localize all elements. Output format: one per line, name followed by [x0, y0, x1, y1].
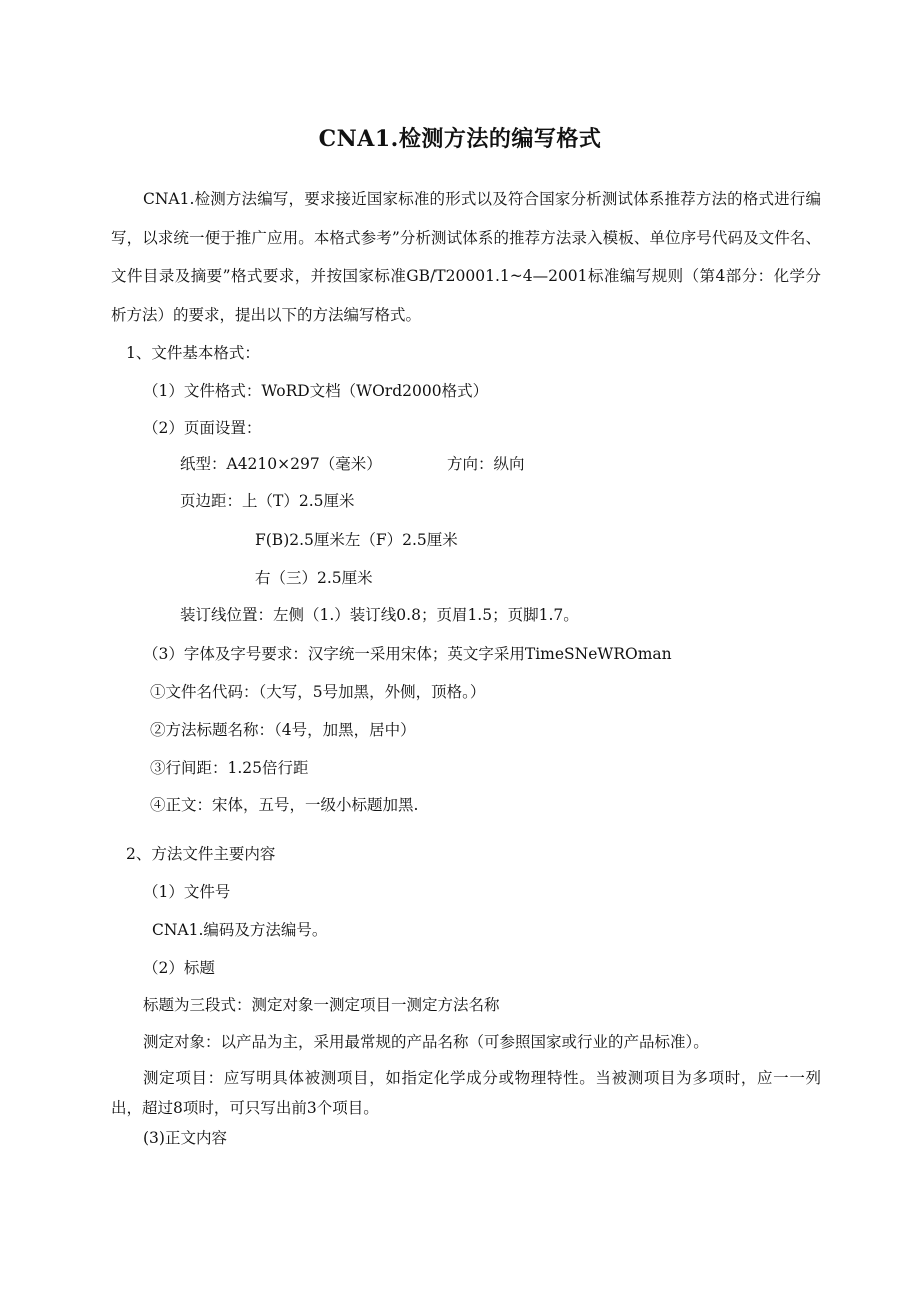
font-requirements-item: （3）字体及字号要求：汉字统一采用宋体；英文字采用TimeSNeWROman	[143, 645, 672, 663]
intro-paragraph: CNA1.检测方法编写，要求接近国家标准的形式以及符合国家分析测试体系推荐方法的格式进行编写，以求统一便于推广应用。本格式参考”分析测试体系的推荐方法录入模板、单位序号代码及文件名、文件目录及摘要”格式要求，并按国家标准GB/T20001.1~4—2001标准编写规则（第4部分：化学分析方法）的要求，提出以下的方法编写格式。	[111, 190, 821, 324]
title-item: （2）标题	[143, 959, 215, 977]
file-format-item: （1）文件格式：WoRD文档（WOrd2000格式）	[143, 382, 489, 400]
file-number-item: （1）文件号	[143, 883, 231, 901]
body-content-item: (3)正文内容	[143, 1129, 227, 1147]
title-rule-text: 标题为三段式：测定对象一测定项目一测定方法名称	[143, 996, 500, 1014]
margin-bottom-left-text: F(B)2.5厘米左（F）2.5厘米	[255, 531, 458, 549]
font-rule-3: ③行间距：1.25倍行距	[150, 759, 309, 777]
font-rule-1: ①文件名代码：（大写，5号加黑，外侧，顶格。）	[150, 683, 486, 701]
margin-right-text: 右（三）2.5厘米	[255, 569, 373, 587]
binding-text: 装订线位置：左侧（1.）装订线0.8；页眉1.5；页脚1.7。	[180, 606, 579, 624]
section-1-heading: 1、文件基本格式：	[126, 344, 260, 362]
orientation-text: 方向：纵向	[447, 455, 525, 473]
document-title: CNA1.检测方法的编写格式	[318, 126, 602, 152]
margin-top-text: 页边距：上（T）2.5厘米	[180, 492, 355, 510]
section-2-heading: 2、方法文件主要内容	[126, 845, 276, 863]
page-setup-item: （2）页面设置：	[143, 419, 262, 437]
font-rule-4: ④正文：宋体，五号，一级小标题加黑.	[150, 796, 419, 814]
font-rule-2: ②方法标题名称：（4号，加黑，居中）	[150, 721, 416, 739]
test-object-text: 测定对象：以产品为主，采用最常规的产品名称（可参照国家或行业的产品标准）。	[143, 1033, 709, 1051]
test-item-paragraph: 测定项目：应写明具体被测项目，如指定化学成分或物理特性。当被测项目为多项时，应一一列出，超过8项时，可只写出前3个项目。	[111, 1069, 821, 1117]
file-number-text: CNA1.编码及方法编号。	[152, 921, 328, 939]
paper-type-text: 纸型：A4210×297（毫米）	[180, 455, 382, 473]
